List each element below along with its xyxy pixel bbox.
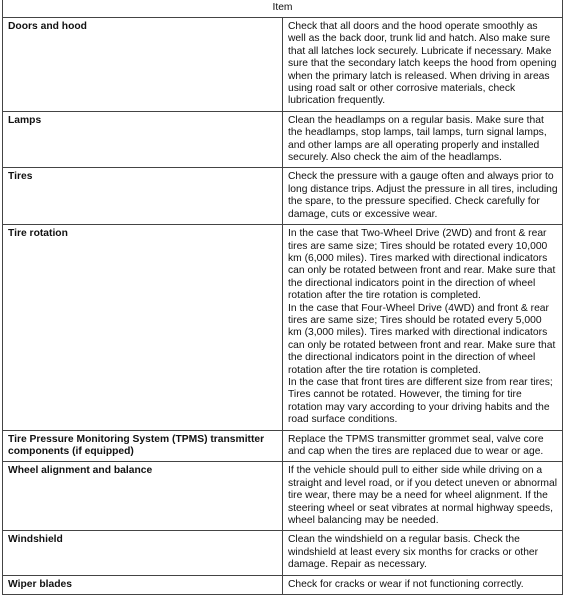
item-name: Windshield [3,531,283,575]
table-row [3,531,563,575]
item-description: Check for cracks or wear if not functioning correctly. [283,575,563,594]
item-name: Doors and hood [3,18,283,112]
table-row [3,462,563,531]
description-paragraph: In the case that front tires are different size from rear tires; Tires cannot be rotated. However, the timing for tire rotation may vary according to your driving habits and the road surface conditions. [288,376,553,426]
description-paragraph: In the case that Four-Wheel Drive (4WD) and front & rear tires are same size; Tires should be rotated every 5,000 km (3,000 miles). Tires marked with directional indicators can only be rotated between front and rear. Make sure that the directional indicators point in the direction of wheel rotation after the tire rotation is completed. [288,302,556,376]
maintenance-table [2,0,563,595]
item-name: Tire Pressure Monitoring System (TPMS) transmitter components (if equipped) [3,430,283,462]
item-column-header: Item [3,0,563,18]
item-description: Clean the headlamps on a regular basis. Make sure that the headlamps, stop lamps, tail lamps, turn signal lamps, and other lamps are all operating properly and installed securely. Also check the aim of the headlamps. [283,111,563,168]
table-row [3,430,563,462]
table-row [3,18,563,112]
table-row [3,111,563,168]
item-description [283,225,563,431]
item-name: Wheel alignment and balance [3,462,283,531]
item-name: Tire rotation [3,225,283,431]
item-name: Tires [3,168,283,225]
item-description: If the vehicle should pull to either side while driving on a straight and level road, or if you detect uneven or abnormal tire wear, there may be a need for wheel alignment. If the steering wheel or seat vibrates at normal highway speeds, wheel balancing may be needed. [283,462,563,531]
description-paragraph: In the case that Two-Wheel Drive (2WD) and front & rear tires are same size; Tires should be rotated every 10,000 km (6,000 miles). Tires marked with directional indicators can only be rotated between front and rear. Make sure that the directional indicators point in the direction of wheel rotation after the tire rotation is completed. [288,228,556,302]
table-row [3,168,563,225]
item-name: Lamps [3,111,283,168]
item-description: Replace the TPMS transmitter grommet seal, valve core and cap when the tires are replaced due to wear or age. [283,430,563,462]
maintenance-page [2,0,563,595]
table-row [3,575,563,594]
item-description: Check the pressure with a gauge often and always prior to long distance trips. Adjust the pressure in all tires, including the spare, to the pressure specified. Check carefully for damage, cuts or excessive wear. [283,168,563,225]
item-name: Wiper blades [3,575,283,594]
table-header-row [3,0,563,18]
table-row [3,225,563,431]
item-description: Check that all doors and the hood operate smoothly as well as the back door, trunk lid and hatch. Also make sure that all latches lock securely. Lubricate if necessary. Make sure that the secondary latch keeps the hood from opening when the primary latch is released. When driving in areas using road salt or other corrosive materials, check lubrication frequently. [283,18,563,112]
item-description: Clean the windshield on a regular basis. Check the windshield at least every six months for cracks or other damage. Repair as necessary. [283,531,563,575]
